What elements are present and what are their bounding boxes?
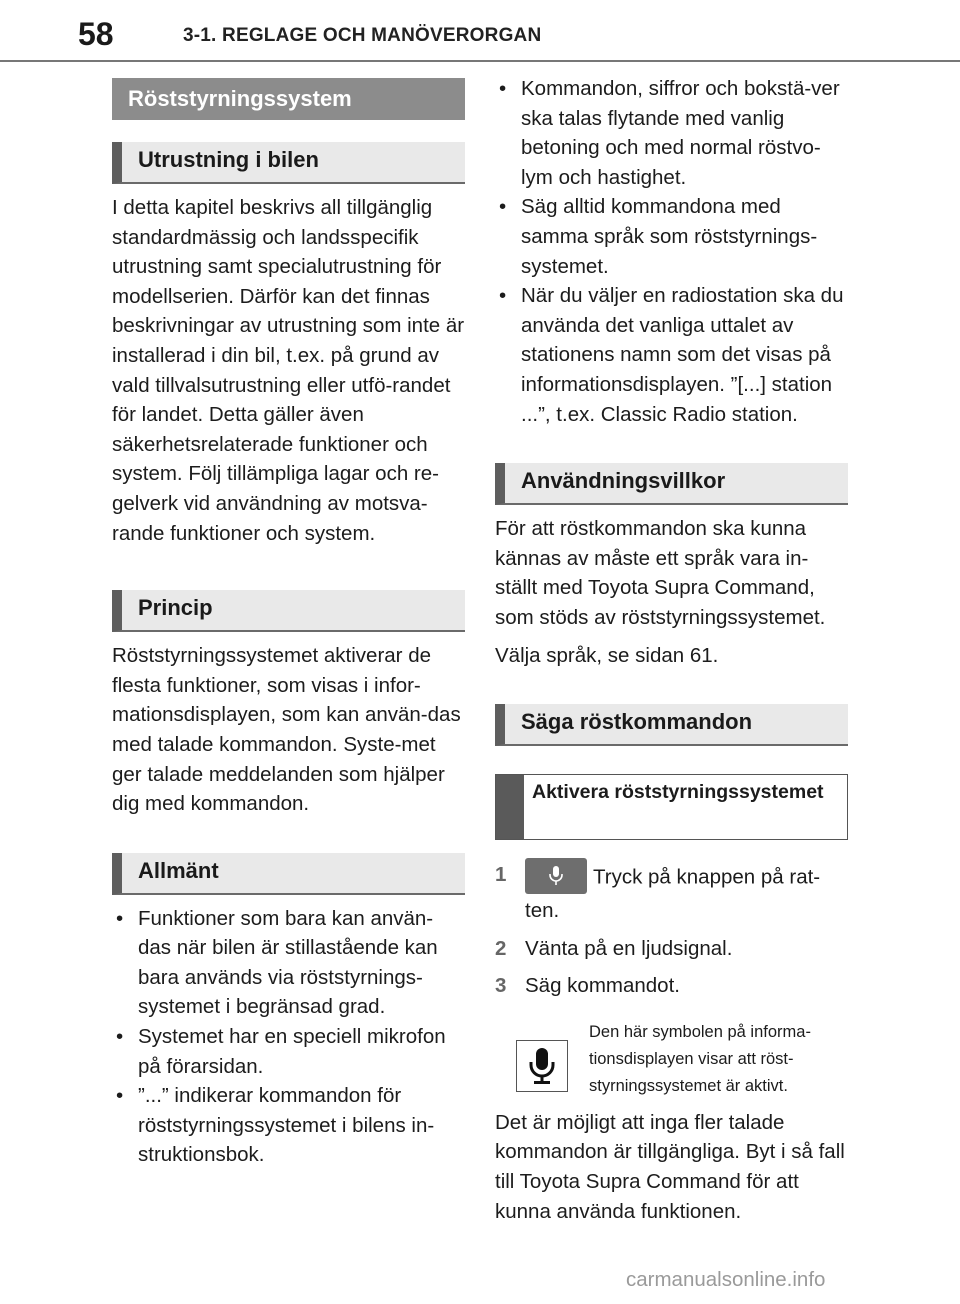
page-number: 58 [78, 16, 114, 52]
left-column [112, 78, 465, 1170]
step-number: 1 [495, 863, 507, 887]
list-item-text: Funktioner som bara kan använ-das när bilen är stillastående kan bara används via röststyrnings-systemet i begränsad grad. [138, 906, 438, 1019]
step-item [495, 860, 848, 926]
subsection-box [495, 774, 848, 840]
section-heading-conditions: Användningsvillkor [495, 463, 848, 505]
section-heading-commands: Säga röstkommandon [495, 704, 848, 746]
speech-tips-list [495, 74, 848, 429]
steering-wheel-button [525, 858, 587, 894]
step-number: 2 [495, 936, 507, 960]
general-list [112, 904, 465, 1170]
list-item-text: Kommandon, siffror och bokstä-ver ska talas flytande med vanlig betoning och med normal röstvo-lym och hastighet. [521, 77, 840, 189]
step-text: Tryck på knappen på rat-ten. [525, 865, 821, 923]
subsection-title: Aktivera röststyrningssystemet [532, 781, 824, 804]
voice-active-symbol [516, 1040, 568, 1092]
steps-list [495, 860, 848, 1001]
note [495, 1021, 848, 1100]
chapter-title: 3-1. REGLAGE OCH MANÖVERORGAN [183, 25, 542, 46]
principle-paragraph: Röststyrningssystemet aktiverar de flesta funktioner, som visas i infor-mationsdisplayen, som kan använ-das med talade kommandon. Syste-met ger talade meddelanden som hjälper dig med kommandon. [112, 644, 461, 816]
header-divider [0, 60, 960, 62]
step-number: 3 [495, 974, 507, 998]
list-item-text: När du väljer en radiostation ska du använda det vanliga uttalet av stationens namn som det visas på informationsdisplayen. ”[...] station ...”, t.ex. Classic Radio station. [521, 284, 844, 426]
step-text: Vänta på en ljudsignal. [525, 936, 733, 960]
conditions-paragraph: För att röstkommandon ska kunna kännas av måste ett språk vara in-ställt med Toyota Supra Command, som stöds av röststyrningssystemet. [495, 517, 826, 629]
list-item: • ”...” indikerar kommandon för röststyrningssystemet i bilens in-struktionsbok. [116, 1084, 435, 1167]
list-item-text: ”...” indikerar kommandon för röststyrningssystemet i bilens in-struktionsbok. [138, 1084, 435, 1167]
list-item-text: Systemet har en speciell mikrofon på förarsidan. [138, 1025, 446, 1078]
step-text: Säg kommandot. [525, 974, 680, 998]
section-heading-general: Allmänt [112, 853, 465, 895]
language-reference: Välja språk, se sidan 61. [495, 643, 719, 667]
main-heading: Röststyrningssystem [112, 78, 465, 120]
microphone-icon [547, 865, 565, 887]
section-heading-principle: Princip [112, 590, 465, 632]
step-item [495, 934, 848, 964]
subsection-bar [496, 775, 524, 839]
list-item: • Säg alltid kommandona med samma språk som röststyrnings-systemet. [499, 195, 818, 278]
note-text: Den här symbolen på informa-tionsdisplayen visar att röst-styrningssystemet är aktivt. [589, 1022, 811, 1095]
closing-paragraph: Det är möjligt att inga fler talade kommandon är tillgängliga. Byt i så fall till Toyota Supra Command för att kunna använda funktionen. [495, 1110, 845, 1223]
list-item: • När du väljer en radiostation ska du använda det vanliga uttalet av stationens namn som det visas på informationsdisplayen. ”[...] station ...”, t.ex. Classic Radio station. [499, 284, 844, 426]
list-item: • Kommandon, siffror och bokstä-ver ska talas flytande med vanlig betoning och med normal röstvo-lym och hastighet. [499, 77, 840, 189]
list-item: • Systemet har en speciell mikrofon på förarsidan. [116, 1025, 446, 1078]
equipment-paragraph: I detta kapitel beskrivs all tillgänglig standardmässig och landsspecifik utrustning samt specialutrustning för modellserien. Därför kan det finnas beskrivningar av utrustning som inte är installerad i din bil, t.ex. på grund av vald tillvalsutrustning eller utfö-randet för landet. Detta gäller även säkerhetsrelaterade funktioner och system. Följ tillämpliga lagar och re-gelverk vid användning av motsva-rande funktioner och system. [112, 196, 465, 545]
watermark: carmanualsonline.info [626, 1268, 826, 1291]
list-item-text: Säg alltid kommandona med samma språk som röststyrnings-systemet. [521, 195, 818, 278]
microphone-icon [527, 1046, 557, 1086]
right-column [495, 74, 848, 1226]
list-item: • Funktioner som bara kan använ-das när bilen är stillastående kan bara används via röststyrnings-systemet i begränsad grad. [116, 906, 438, 1019]
section-heading-equipment: Utrustning i bilen [112, 142, 465, 184]
step-item [495, 971, 848, 1001]
